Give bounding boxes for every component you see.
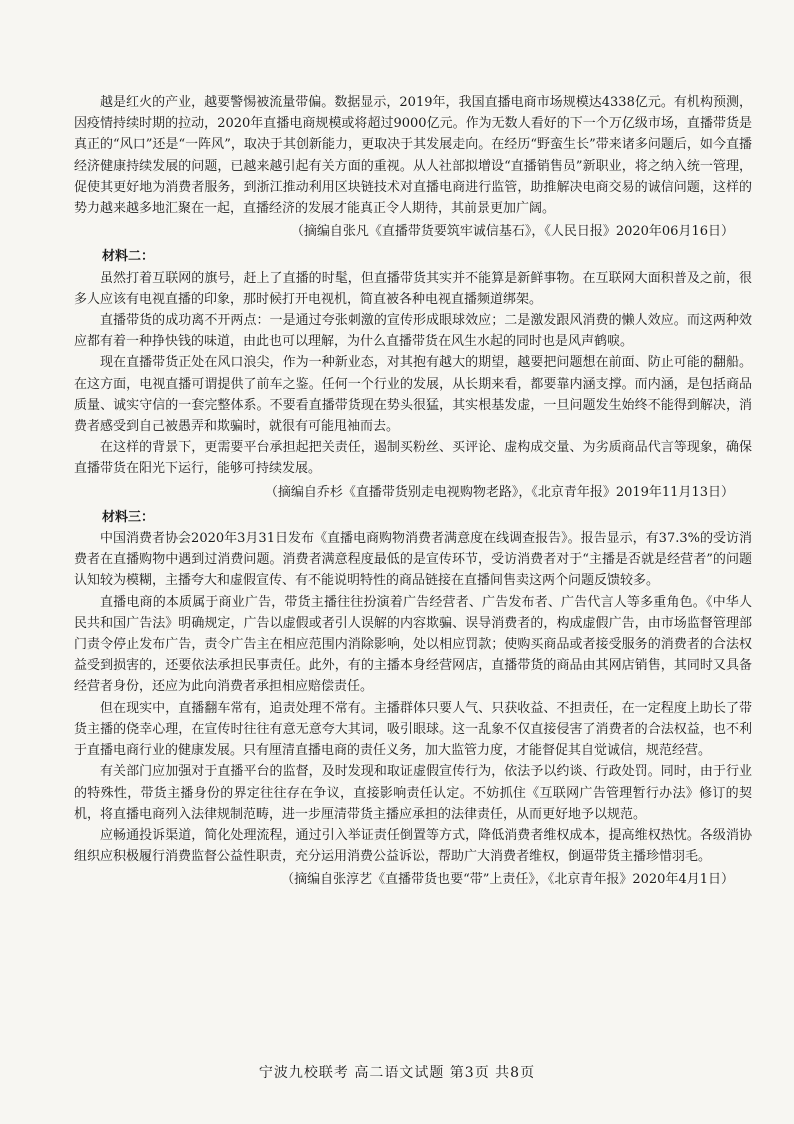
- source-citation-2: （摘编自乔杉《直播带货别走电视购物老路》，《北京青年报》2019年11月13日）: [264, 484, 734, 500]
- material-3-paragraph-2: 直播电商的本质属于商业广告，带货主播往往扮演着广告经营者、广告发布者、广告代言人等多重角色。《中华人民共和国广告法》明确规定，广告以虚假或者引人误解的内容欺骗、误导消费者的，构成虚假广告，由市场监督管理部门责令停止发布广告，责令广告主在相应范围内消除影响，处以相应罚款；使购买商品或者接受服务的消费者的合法权益受到损害的，还要依法承担民事责任。此外，有的主播本身经营网店，直播带货的商品由其网店销售，其同时又具备经营者身份，还应为此向消费者承担相应赔偿责任。: [74, 594, 752, 695]
- material-2-heading: 材料二：: [102, 249, 155, 265]
- source-citation-3: （摘编自张淳艺《直播带货也要“带”上责任》，《北京青年报》2020年4月1日）: [281, 872, 734, 888]
- paragraph-material1-end: 越是红火的产业，越要警惕被流量带偏。数据显示，2019年，我国直播电商市场规模达4338亿元。有机构预测，因疫情持续时期的拉动，2020年直播电商规模或将超过9000亿元。作为无数人看好的下一个万亿级市场，直播带货是真正的“风口”还是“一阵风”，取决于其创新能力，更取决于其发展走向。在经历“野蛮生长”带来诸多问题后，如今直播经济健康持续发展的问题，已越来越引起有关方面的重视。从人社部拟增设“直播销售员”新职业，将之纳入统一管理，促使其更好地为消费者服务，到浙江推动利用区块链技术对直播电商进行监管，助推解决电商交易的诚信问题，这样的势力越来越多地汇聚在一起，直播经济的发展才能真正令人期待，其前景更加广阔。: [74, 95, 752, 217]
- material-2-paragraph-1: 虽然打着互联网的旗号，赶上了直播的时髦，但直播带货其实并不能算是新鲜事物。在互联网大面积普及之前，很多人应该有电视直播的印象，那时候打开电视机，简直被各种电视直播频道绑架。: [74, 270, 752, 307]
- material-2-paragraph-4: 在这样的背景下，更需要平台承担起把关责任，遏制买粉丝、买评论、虚构成交量、为劣质商品代言等现象，确保直播带货在阳光下运行，能够可持续发展。: [74, 440, 752, 477]
- material-3-paragraph-5: 应畅通投诉渠道，简化处理流程，通过引入举证责任倒置等方式，降低消费者维权成本，提高维权热忱。各级消协组织应积极履行消费监督公益性职责，充分运用消费公益诉讼，帮助广大消费者维权，倒逼带货主播珍惜羽毛。: [74, 827, 752, 865]
- material-2-paragraph-2: 直播带货的成功离不开两点：一是通过夸张刺激的宣传形成眼球效应；二是激发跟风消费的懒人效应。而这两种效应都有着一种挣快钱的味道，由此也可以理解，为什么直播带货在风生水起的同时也是风声鹤唳。: [74, 313, 752, 350]
- material-3-paragraph-4: 有关部门应加强对于直播平台的监督，及时发现和取证虚假宣传行为，依法予以约谈、行政处罚。同时，由于行业的特殊性，带货主播身份的界定往往存在争议，直接影响责任认定。不妨抓住《互联网广告管理暂行办法》修订的契机，将直播电商列入法律规制范畴，进一步厘清带货主播应承担的法律责任，从而更好地予以规范。: [74, 764, 752, 822]
- material-3-heading: 材料三：: [102, 509, 155, 525]
- material-3-paragraph-3: 但在现实中，直播翻车常有，追责处理不常有。主播群体只要人气、只获收益、不担责任，在一定程度上助长了带货主播的侥幸心理，在宣传时往往有意无意夸大其词，吸引眼球。这一乱象不仅直接侵害了消费者的合法权益，也不利于直播电商行业的健康发展。只有厘清直播电商的责任义务，加大监管力度，才能督促其自觉诚信，规范经营。: [74, 700, 752, 759]
- page-footer: 宁波九校联考 高二语文试题 第3页 共8页: [258, 1065, 536, 1081]
- material-3-paragraph-1: 中国消费者协会2020年3月31日发布《直播电商购物消费者满意度在线调查报告》。报告显示，有37.3%的受访消费者在直播购物中遇到过消费问题。消费者满意程度最低的是宣传环节，受访消费者对于“主播是否就是经营者”的问题认知较为模糊，主播夸大和虚假宣传、有不能说明特性的商品链接在直播间售卖这两个问题反馈较多。: [74, 531, 752, 589]
- source-citation-1: （摘编自张凡《直播带货要筑牢诚信基石》，《人民日报》2020年06月16日）: [290, 224, 734, 240]
- material-2-paragraph-3: 现在直播带货正处在风口浪尖，作为一种新业态，对其抱有越大的期望，越要把问题想在前面、防止可能的翻船。在这方面，电视直播可谓提供了前车之鉴。任何一个行业的发展，从长期来看，都要靠内涵支撑。而内涵，是包括商品质量、诚实守信的一套完整体系。不要看直播带货现在势头很猛，其实根基发虚，一旦问题发生始终不能得到解决，消费者感受到自己被愚弄和欺骗时，就很有可能甩袖而去。: [74, 355, 752, 435]
